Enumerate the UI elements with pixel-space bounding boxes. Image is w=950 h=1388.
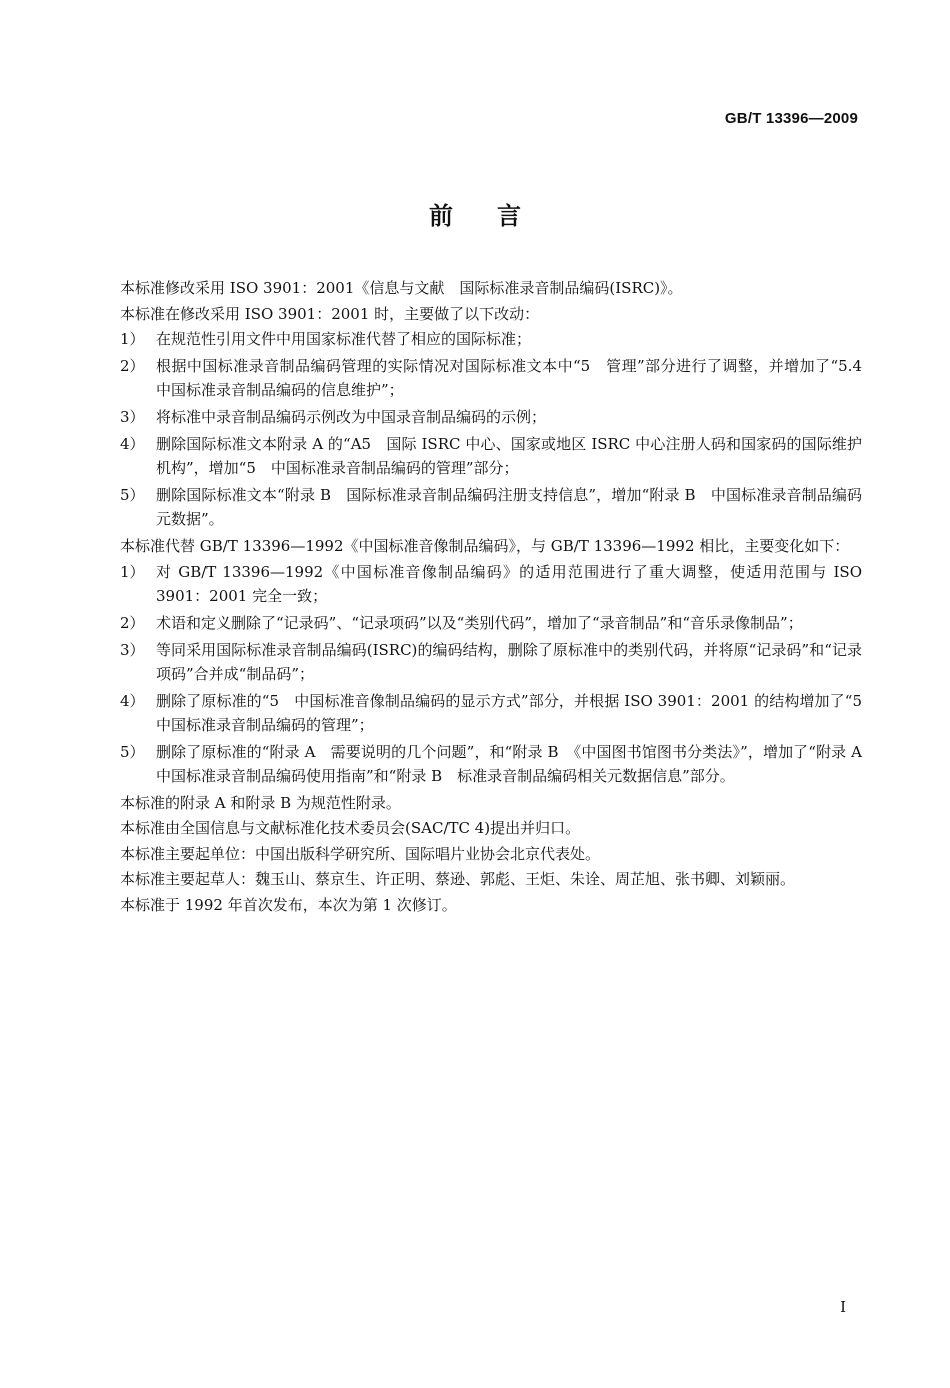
standard-code: GB/T 13396—2009	[724, 110, 858, 127]
list-item-text: 删除国际标准文本“附录 B 国际标准录音制品编码注册支持信息”，增加“附录 B 中国标准录音制品编码元数据”。	[156, 486, 862, 528]
list-item-number: 1）	[120, 562, 145, 581]
list-item-text: 等同采用国际标准录音制品编码(ISRC)的编码结构，删除了原标准中的类别代码，并将原“记录码”和“记录项码”合并成“制品码”；	[156, 640, 862, 683]
page-title: 前言	[429, 202, 565, 230]
list-item-number: 5）	[120, 742, 145, 761]
page-number: I	[840, 1298, 846, 1316]
list-item	[86, 327, 862, 351]
paragraph-history: 本标准于 1992 年首次发布，本次为第 1 次修订。	[120, 895, 457, 914]
list-item-text: 术语和定义删除了“记录码”、“记录项码”以及“类别代码”，增加了“录音制品”和“音乐录像制品”；	[156, 613, 803, 632]
paragraph-drafting-units: 本标准主要起单位：中国出版科学研究所、国际唱片业协会北京代表处。	[120, 844, 601, 863]
list-item-number: 4）	[120, 691, 145, 710]
list-item-text: 在规范性引用文件中用国家标准代替了相应的国际标准；	[156, 330, 532, 348]
list-item-text: 根据中国标准录音制品编码管理的实际情况对国际标准文本中“5 管理”部分进行了调整，并增加了“5.4 中国标准录音制品编码的信息维护”；	[156, 357, 878, 399]
paragraph-replacement: 本标准代替 GB/T 13396—1992《中国标准音像制品编码》，与 GB/T 13396—1992 相比，主要变化如下：	[120, 537, 850, 555]
list-item	[86, 560, 862, 608]
list-item-text: 删除国际标准文本附录 A 的“A5 国际 ISRC 中心、国家或地区 ISRC 中心注册人码和国家码的国际维护机构”，增加“5 中国标准录音制品编码的管理”部分；	[156, 435, 862, 477]
paragraph-appendices: 本标准的附录 A 和附录 B 为规范性附录。	[120, 793, 401, 812]
list-item-number: 3）	[120, 408, 145, 426]
list-item	[86, 611, 862, 635]
list-item	[86, 405, 862, 429]
list-item-text: 将标准中录音制品编码示例改为中国录音制品编码的示例；	[156, 408, 547, 426]
paragraph-proposer: 本标准由全国信息与文献标准化技术委员会(SAC/TC 4)提出并归口。	[120, 819, 581, 837]
list-item	[86, 740, 878, 788]
list-item	[86, 638, 862, 686]
list-item-number: 2）	[120, 357, 145, 375]
list-item-number: 1）	[120, 330, 145, 348]
paragraph-modifications-intro: 本标准在修改采用 ISO 3901：2001 时，主要做了以下改动：	[120, 304, 540, 323]
list-item-text: 删除了原标准的“附录 A 需要说明的几个问题”，和“附录 B 《中国图书馆图书分类法》”，增加了“附录 A 中国标准录音制品编码使用指南”和“附录 B 标准录音制品编码相关元数据信息”部分。	[156, 742, 878, 785]
list-item	[86, 689, 878, 737]
list-item-number: 2）	[120, 613, 145, 632]
list-item-text: 删除了原标准的“5 中国标准音像制品编码的显示方式”部分，并根据 ISO 3901：2001 的结构增加了“5 中国标准录音制品编码的管理”；	[156, 691, 878, 734]
document-body	[86, 276, 878, 918]
list-item	[86, 483, 862, 531]
list-item-text: 对 GB/T 13396—1992《中国标准音像制品编码》的适用范围进行了重大调整，使适用范围与 ISO 3901：2001 完全一致；	[156, 562, 862, 605]
list-item-number: 5）	[120, 486, 145, 504]
paragraph-adoption: 本标准修改采用 ISO 3901：2001《信息与文献 国际标准录音制品编码(ISRC)》。	[120, 279, 683, 297]
list-item	[86, 354, 878, 402]
list-item-number: 4）	[120, 435, 145, 453]
list-item	[86, 432, 862, 480]
paragraph-drafters: 本标准主要起草人：魏玉山、蔡京生、许正明、蔡逊、郭彪、王炬、朱诠、周芷旭、张书卿、刘颖丽。	[120, 870, 796, 888]
list-item-number: 3）	[120, 640, 145, 659]
